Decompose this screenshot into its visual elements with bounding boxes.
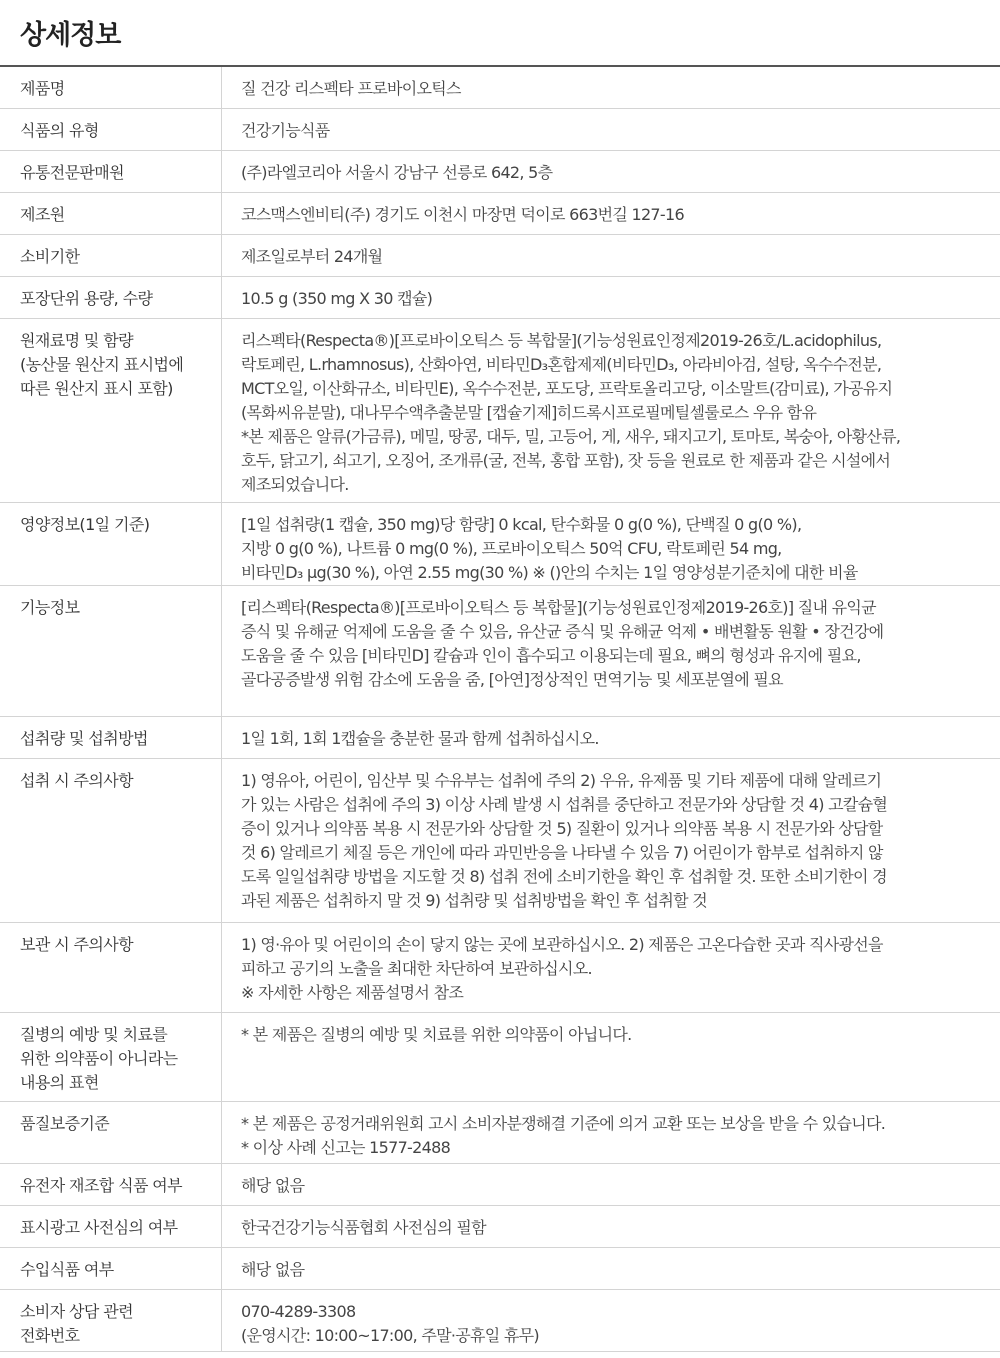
- info-row: [0, 235, 1000, 277]
- row-label: [0, 717, 222, 758]
- row-value-line: 비타민D₃ μg(30 %), 아연 2.55 mg(30 %) ※ ()안의 수치는 1일 영양성분기준치에 대한 비율: [241, 563, 858, 582]
- row-label-line: 섭취량 및 섭취방법: [20, 729, 148, 748]
- row-value-line: 호두, 닭고기, 쇠고기, 오징어, 조개류(굴, 전복, 홍합 포함), 잣 등을 원료로 한 제품과 같은 시설에서: [241, 451, 891, 470]
- row-value-line: 건강기능식품: [241, 121, 330, 140]
- row-label-line: 내용의 표현: [20, 1073, 99, 1092]
- row-label: [0, 586, 222, 716]
- row-label: [0, 1206, 222, 1247]
- row-value-line: 070-4289-3308: [241, 1302, 356, 1321]
- info-row: [0, 1248, 1000, 1290]
- row-value: [222, 151, 1000, 192]
- row-label-line: 섭취 시 주의사항: [20, 771, 133, 790]
- info-row: [0, 1206, 1000, 1248]
- row-value-line: * 본 제품은 공정거래위원회 고시 소비자분쟁해결 기준에 의거 교환 또는 보상을 받을 수 있습니다.: [241, 1114, 886, 1133]
- page-title: 상세정보: [20, 20, 121, 51]
- info-row: [0, 503, 1000, 586]
- row-label-line: 포장단위 용량, 수량: [20, 289, 153, 308]
- info-row: [0, 67, 1000, 109]
- row-value: [222, 586, 1000, 716]
- row-value-line: 피하고 공기의 노출을 최대한 차단하여 보관하십시오.: [241, 959, 592, 978]
- row-value: [222, 1013, 1000, 1101]
- info-row: [0, 109, 1000, 151]
- row-label: [0, 923, 222, 1012]
- row-value-line: * 이상 사례 신고는 1577-2488: [241, 1138, 451, 1157]
- row-label-line: 보관 시 주의사항: [20, 935, 133, 954]
- row-label: [0, 319, 222, 502]
- info-row: [0, 586, 1000, 717]
- row-value-line: 증식 및 유해균 억제에 도움을 줄 수 있음, 유산균 증식 및 유해균 억제 • 배변활동 원활 • 장건강에: [241, 622, 884, 641]
- row-value: [222, 277, 1000, 318]
- row-value-line: 증이 있거나 의약품 복용 시 전문가와 상담할 것 5) 질환이 있거나 의약품 복용 시 전문가와 상담할: [241, 819, 883, 838]
- row-value-line: 한국건강기능식품협회 사전심의 필함: [241, 1218, 486, 1237]
- info-row: [0, 193, 1000, 235]
- info-row: [0, 277, 1000, 319]
- row-label-line: 원재료명 및 함량: [20, 331, 133, 350]
- row-label-line: (농산물 원산지 표시법에: [20, 355, 184, 374]
- row-label-line: 따른 원산지 표시 포함): [20, 379, 173, 398]
- row-label: [0, 1248, 222, 1289]
- row-label: [0, 1290, 222, 1351]
- row-value-line: 가 있는 사람은 섭취에 주의 3) 이상 사례 발생 시 섭취를 중단하고 전문가와 상담할 것 4) 고칼슘혈: [241, 795, 888, 814]
- info-row: [0, 923, 1000, 1013]
- info-row: [0, 717, 1000, 759]
- row-label-line: 질병의 예방 및 치료를: [20, 1025, 168, 1044]
- row-label-line: 유전자 재조합 식품 여부: [20, 1176, 183, 1195]
- row-value: [222, 67, 1000, 108]
- row-value-line: (목화씨유분말), 대나무수액추출분말 [캡슐기제]히드록시프로필메틸셀룰로스 우유 함유: [241, 403, 817, 422]
- row-value: [222, 109, 1000, 150]
- row-value-line: 리스펙타(Respecta®)[프로바이오틱스 등 복합물](기능성원료인정제2019-26호/L.acidophilus,: [241, 331, 882, 350]
- row-label: [0, 67, 222, 108]
- row-label-line: 전화번호: [20, 1326, 80, 1345]
- row-value: [222, 1206, 1000, 1247]
- row-label: [0, 235, 222, 276]
- info-row: [0, 759, 1000, 923]
- row-label: [0, 1013, 222, 1101]
- row-label-line: 소비기한: [20, 247, 80, 266]
- row-label: [0, 503, 222, 585]
- info-row: [0, 1102, 1000, 1164]
- row-value: [222, 319, 1000, 502]
- row-value: [222, 1164, 1000, 1205]
- row-label-line: 표시광고 사전심의 여부: [20, 1218, 178, 1237]
- row-value-line: * 본 제품은 질병의 예방 및 치료를 위한 의약품이 아닙니다.: [241, 1025, 632, 1044]
- info-row: [0, 1164, 1000, 1206]
- row-value-line: 해당 없음: [241, 1260, 305, 1279]
- info-row: [0, 1013, 1000, 1102]
- row-label: [0, 1164, 222, 1205]
- row-value-line: 락토페린, L.rhamnosus), 산화아연, 비타민D₃혼합제제(비타민D₃, 아라비아검, 설탕, 옥수수전분,: [241, 355, 882, 374]
- row-value-line: 해당 없음: [241, 1176, 305, 1195]
- row-value: [222, 1290, 1000, 1351]
- row-value: [222, 1248, 1000, 1289]
- row-value-line: 제조일로부터 24개월: [241, 247, 383, 266]
- row-value: [222, 923, 1000, 1012]
- row-label-line: 품질보증기준: [20, 1114, 110, 1133]
- row-label: [0, 1102, 222, 1163]
- row-label: [0, 277, 222, 318]
- row-value-line: 1) 영·유아 및 어린이의 손이 닿지 않는 곳에 보관하십시오. 2) 제품은 고온다습한 곳과 직사광선을: [241, 935, 883, 954]
- row-label-line: 위한 의약품이 아니라는: [20, 1049, 178, 1068]
- row-label-line: 기능정보: [20, 598, 80, 617]
- row-label-line: 소비자 상담 관련: [20, 1302, 133, 1321]
- row-value-line: 1일 1회, 1회 1캡슐을 충분한 물과 함께 섭취하십시오.: [241, 729, 599, 748]
- row-value-line: MCT오일, 이산화규소, 비타민E), 옥수수전분, 포도당, 프락토올리고당, 이소말트(감미료), 가공유지: [241, 379, 893, 398]
- row-value-line: 1) 영유아, 어린이, 임산부 및 수유부는 섭취에 주의 2) 우유, 유제품 및 기타 제품에 대해 알레르기: [241, 771, 882, 790]
- row-label: [0, 759, 222, 922]
- info-row: [0, 319, 1000, 503]
- row-value-line: *본 제품은 알류(가금류), 메밀, 땅콩, 대두, 밀, 고등어, 게, 새우, 돼지고기, 토마토, 복숭아, 아황산류,: [241, 427, 901, 446]
- row-value-line: 코스맥스엔비티(주) 경기도 이천시 마장면 덕이로 663번길 127-16: [241, 205, 684, 224]
- row-label: [0, 193, 222, 234]
- row-value-line: 도움을 줄 수 있음 [비타민D] 칼슘과 인이 흡수되고 이용되는데 필요, 뼈의 형성과 유지에 필요,: [241, 646, 861, 665]
- row-value: [222, 717, 1000, 758]
- row-value-line: 지방 0 g(0 %), 나트륨 0 mg(0 %), 프로바이오틱스 50억 CFU, 락토페린 54 mg,: [241, 539, 782, 558]
- row-value: [222, 193, 1000, 234]
- row-label-line: 제조원: [20, 205, 65, 224]
- row-value-line: 것 6) 알레르기 체질 등은 개인에 따라 과민반응을 나타낼 수 있음 7) 어린이가 함부로 섭취하지 않: [241, 843, 883, 862]
- row-label-line: 유통전문판매원: [20, 163, 124, 182]
- row-label-line: 식품의 유형: [20, 121, 99, 140]
- row-value-line: [리스펙타(Respecta®)[프로바이오틱스 등 복합물](기능성원료인정제2019-26호)] 질내 유익균: [241, 598, 876, 617]
- row-value-line: 도록 일일섭취량 방법을 지도할 것 8) 섭취 전에 소비기한을 확인 후 섭취할 것. 또한 소비기한이 경: [241, 867, 887, 886]
- row-value-line: ※ 자세한 사항은 제품설명서 참조: [241, 983, 464, 1002]
- row-value-line: 골다공증발생 위험 감소에 도움을 줌, [아연]정상적인 면역기능 및 세포분열에 필요: [241, 670, 783, 689]
- row-value-line: (운영시간: 10:00~17:00, 주말·공휴일 휴무): [241, 1326, 539, 1345]
- row-label: [0, 109, 222, 150]
- row-value: [222, 235, 1000, 276]
- row-label-line: 영양정보(1일 기준): [20, 515, 150, 534]
- row-value: [222, 759, 1000, 922]
- row-label-line: 제품명: [20, 79, 65, 98]
- row-value-line: 질 건강 리스펙타 프로바이오틱스: [241, 79, 461, 98]
- product-info-table: [0, 65, 1000, 1352]
- row-value-line: 과된 제품은 섭취하지 말 것 9) 섭취량 및 섭취방법을 확인 후 섭취할 것: [241, 891, 708, 910]
- row-value: [222, 1102, 1000, 1163]
- row-value-line: [1일 섭취량(1 캡슐, 350 mg)당 함량] 0 kcal, 탄수화물 0 g(0 %), 단백질 0 g(0 %),: [241, 515, 802, 534]
- row-label: [0, 151, 222, 192]
- row-value-line: 제조되었습니다.: [241, 475, 349, 494]
- info-row: [0, 1290, 1000, 1352]
- row-label-line: 수입식품 여부: [20, 1260, 114, 1279]
- row-value: [222, 503, 1000, 585]
- row-value-line: 10.5 g (350 mg X 30 캡슐): [241, 289, 433, 308]
- row-value-line: (주)라엘코리아 서울시 강남구 선릉로 642, 5층: [241, 163, 553, 182]
- info-row: [0, 151, 1000, 193]
